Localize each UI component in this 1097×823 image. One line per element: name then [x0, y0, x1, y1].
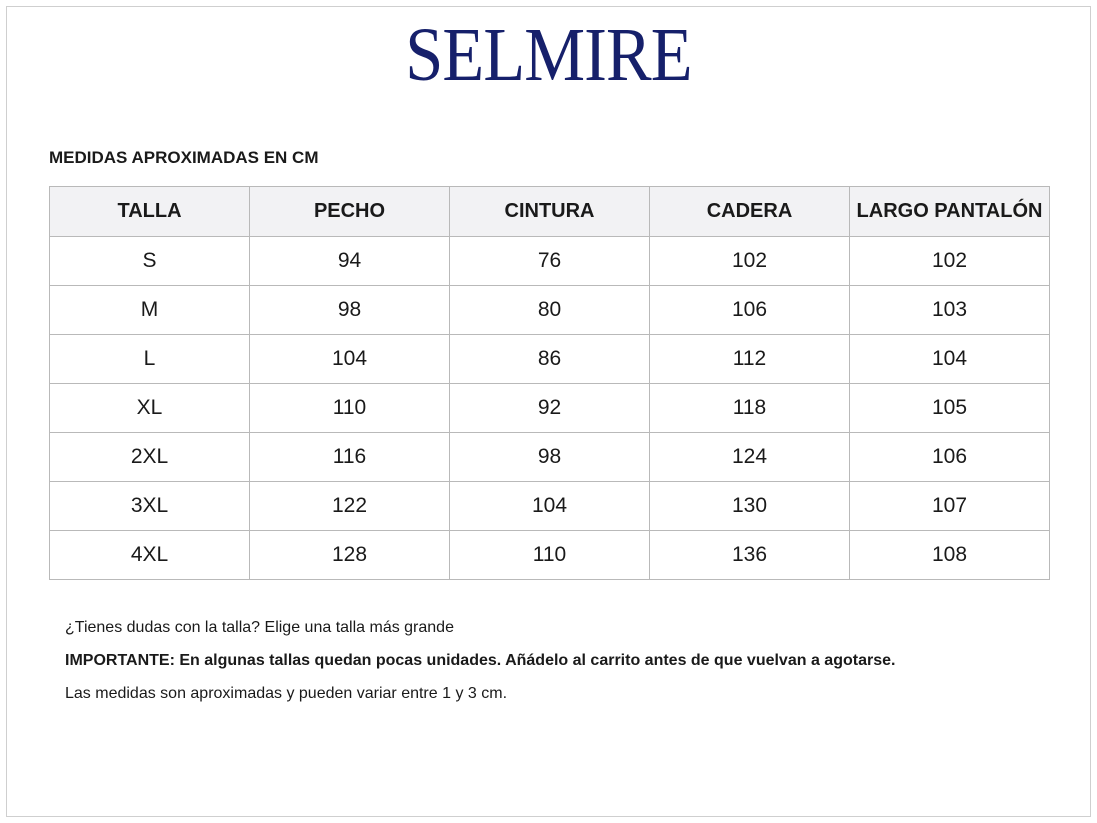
cell-pecho: 98 — [250, 286, 450, 335]
cell-cadera: 136 — [650, 531, 850, 580]
column-header-cadera: CADERA — [650, 187, 850, 237]
cell-pecho: 94 — [250, 237, 450, 286]
brand-logo: SELMIRE — [405, 13, 692, 97]
cell-cintura: 76 — [450, 237, 650, 286]
table-row — [50, 335, 1050, 384]
column-header-largo-pantalon: LARGO PANTALÓN — [850, 187, 1050, 237]
cell-talla: 3XL — [50, 482, 250, 531]
table-row — [50, 531, 1050, 580]
cell-cadera: 124 — [650, 433, 850, 482]
cell-cintura: 110 — [450, 531, 650, 580]
cell-largo-pantalon: 105 — [850, 384, 1050, 433]
column-header-pecho: PECHO — [250, 187, 450, 237]
important-stock-note: IMPORTANTE: En algunas tallas quedan pocas unidades. Añádelo al carrito antes de que vuelvan a agotarse. — [65, 652, 896, 669]
cell-cintura: 92 — [450, 384, 650, 433]
cell-cadera: 112 — [650, 335, 850, 384]
cell-largo-pantalon: 103 — [850, 286, 1050, 335]
cell-pecho: 116 — [250, 433, 450, 482]
cell-cintura: 86 — [450, 335, 650, 384]
size-chart-table — [49, 186, 1050, 580]
cell-cadera: 102 — [650, 237, 850, 286]
cell-talla: XL — [50, 384, 250, 433]
cell-largo-pantalon: 104 — [850, 335, 1050, 384]
cell-pecho: 122 — [250, 482, 450, 531]
cell-talla: 2XL — [50, 433, 250, 482]
column-header-talla: TALLA — [50, 187, 250, 237]
cell-largo-pantalon: 108 — [850, 531, 1050, 580]
size-doubt-note: ¿Tienes dudas con la talla? Elige una talla más grande — [65, 619, 454, 636]
table-row — [50, 286, 1050, 335]
cell-pecho: 110 — [250, 384, 450, 433]
cell-cadera: 118 — [650, 384, 850, 433]
cell-cadera: 130 — [650, 482, 850, 531]
cell-pecho: 104 — [250, 335, 450, 384]
page-heading: MEDIDAS APROXIMADAS EN CM — [49, 148, 319, 167]
table-header-row — [50, 187, 1050, 237]
table-row — [50, 482, 1050, 531]
column-header-cintura: CINTURA — [450, 187, 650, 237]
cell-largo-pantalon: 106 — [850, 433, 1050, 482]
cell-talla: S — [50, 237, 250, 286]
table-row — [50, 384, 1050, 433]
cell-cintura: 104 — [450, 482, 650, 531]
table-row — [50, 433, 1050, 482]
table-row — [50, 237, 1050, 286]
cell-talla: L — [50, 335, 250, 384]
cell-largo-pantalon: 102 — [850, 237, 1050, 286]
cell-largo-pantalon: 107 — [850, 482, 1050, 531]
cell-cintura: 98 — [450, 433, 650, 482]
cell-talla: M — [50, 286, 250, 335]
cell-cintura: 80 — [450, 286, 650, 335]
cell-pecho: 128 — [250, 531, 450, 580]
cell-talla: 4XL — [50, 531, 250, 580]
cell-cadera: 106 — [650, 286, 850, 335]
measurement-disclaimer: Las medidas son aproximadas y pueden variar entre 1 y 3 cm. — [65, 685, 508, 702]
